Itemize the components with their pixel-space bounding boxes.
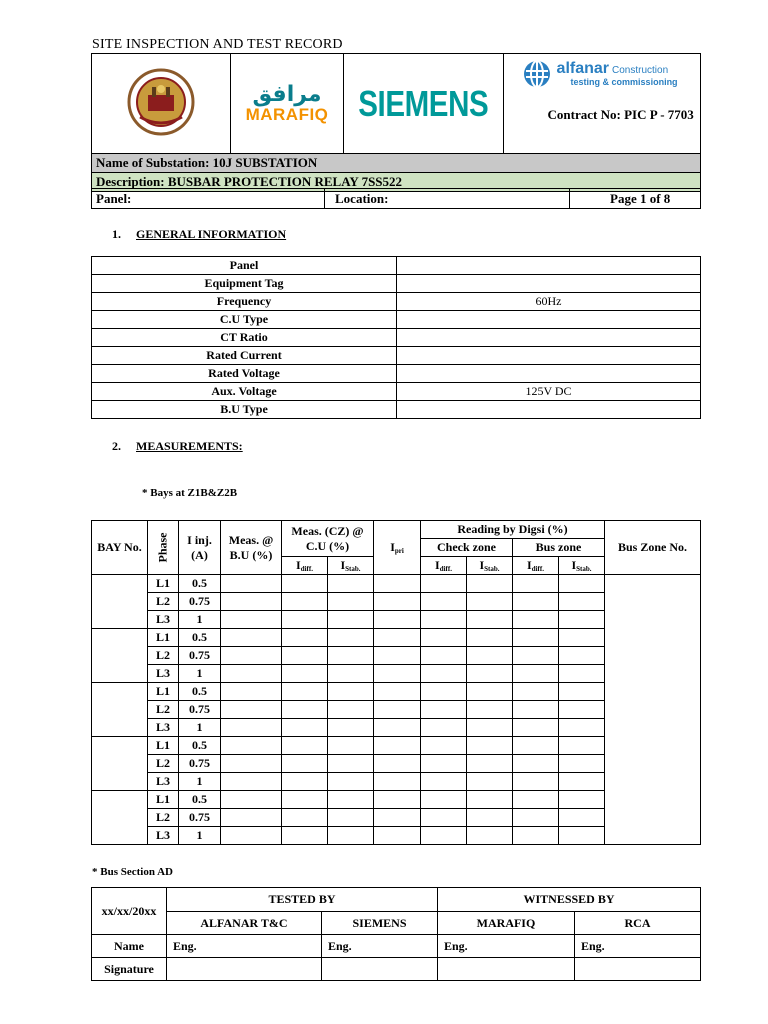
general-info-row	[92, 311, 701, 329]
reading-cell[interactable]	[328, 665, 374, 683]
reading-cell[interactable]	[559, 719, 605, 737]
org-header: MARAFIQ	[438, 912, 575, 935]
general-info-row	[92, 383, 701, 401]
marafiq-arabic-text: مرافق	[252, 82, 322, 107]
reading-cell[interactable]	[221, 737, 282, 755]
general-info-value[interactable]: 125V DC	[397, 383, 701, 401]
signature-field[interactable]	[322, 958, 438, 981]
reading-cell[interactable]	[467, 611, 513, 629]
reading-cell[interactable]	[467, 827, 513, 845]
general-info-label: Panel	[92, 257, 397, 275]
reading-cell[interactable]	[559, 737, 605, 755]
section-measurements-heading: 2. MEASUREMENTS:	[112, 439, 243, 453]
reading-cell[interactable]	[221, 665, 282, 683]
phase-cell: L1	[148, 737, 179, 755]
reading-cell[interactable]	[421, 773, 467, 791]
alfanar-contract-cell	[503, 54, 700, 154]
reading-cell[interactable]	[559, 755, 605, 773]
reading-cell[interactable]	[513, 611, 559, 629]
istab-header: $I_{Stab.}$	[328, 557, 374, 575]
alfanar-globe-icon	[522, 59, 552, 89]
reading-cell[interactable]	[559, 827, 605, 845]
bay-number-cell[interactable]	[92, 791, 148, 845]
phase-header: Phase	[148, 521, 179, 575]
reading-cell[interactable]	[282, 683, 328, 701]
reading-cell[interactable]	[282, 647, 328, 665]
current-cell: 0.5	[179, 629, 221, 647]
ipri-header: $I_{pri}$	[374, 521, 421, 575]
reading-cell[interactable]	[282, 719, 328, 737]
reading-cell[interactable]	[328, 737, 374, 755]
reading-cell[interactable]	[328, 791, 374, 809]
alfanar-brand: alfanar	[556, 59, 610, 77]
general-info-row	[92, 275, 701, 293]
signature-field[interactable]	[438, 958, 575, 981]
reading-cell[interactable]	[421, 791, 467, 809]
phase-cell: L3	[148, 665, 179, 683]
reading-cell[interactable]	[513, 647, 559, 665]
alfanar-logo	[504, 54, 700, 89]
current-cell: 0.75	[179, 809, 221, 827]
reading-cell[interactable]	[328, 701, 374, 719]
alfanar-division: Construction	[612, 64, 669, 76]
measurement-row	[92, 575, 701, 593]
reading-cell[interactable]	[559, 629, 605, 647]
reading-cell[interactable]	[282, 737, 328, 755]
reading-cell[interactable]	[221, 809, 282, 827]
reading-cell[interactable]	[374, 701, 421, 719]
reading-cell[interactable]	[467, 683, 513, 701]
general-info-value[interactable]	[397, 401, 701, 419]
reading-cell[interactable]	[282, 575, 328, 593]
idiff-header: $I_{diff.}$	[421, 557, 467, 575]
phase-cell: L1	[148, 683, 179, 701]
reading-cell[interactable]	[559, 701, 605, 719]
reading-cell[interactable]	[328, 773, 374, 791]
istab-header: $I_{Stab.}$	[467, 557, 513, 575]
meas-bu-header: Meas. @ B.U (%)	[221, 521, 282, 575]
reading-cell[interactable]	[374, 773, 421, 791]
tested-by-header: TESTED BY	[167, 888, 438, 912]
istab-header: $I_{Stab.}$	[559, 557, 605, 575]
substation-name: Name of Substation: 10J SUBSTATION	[92, 154, 701, 173]
reading-cell[interactable]	[328, 755, 374, 773]
header-table	[91, 53, 701, 192]
current-cell: 1	[179, 611, 221, 629]
general-info-value[interactable]	[397, 257, 701, 275]
general-info-value[interactable]: 60Hz	[397, 293, 701, 311]
panel-location-table	[91, 188, 701, 209]
general-info-label: Equipment Tag	[92, 275, 397, 293]
reading-cell[interactable]	[513, 719, 559, 737]
reading-cell[interactable]	[467, 773, 513, 791]
reading-cell[interactable]	[513, 737, 559, 755]
current-cell: 0.75	[179, 755, 221, 773]
reading-cell[interactable]	[513, 827, 559, 845]
reading-cell[interactable]	[559, 773, 605, 791]
general-info-table	[91, 256, 701, 419]
reading-cell[interactable]	[421, 575, 467, 593]
reading-cell[interactable]	[467, 719, 513, 737]
section-general-heading: 1. GENERAL INFORMATION	[112, 227, 287, 241]
bay-no-header: BAY No.	[92, 521, 148, 575]
reading-cell[interactable]	[467, 629, 513, 647]
panel-field: Panel:	[92, 189, 325, 209]
reading-cell[interactable]	[421, 701, 467, 719]
reading-cell[interactable]	[421, 593, 467, 611]
reading-cell[interactable]	[328, 611, 374, 629]
reading-cell[interactable]	[282, 755, 328, 773]
reading-cell[interactable]	[328, 647, 374, 665]
reading-cell[interactable]	[328, 575, 374, 593]
bus-zone-no-header: Bus Zone No.	[605, 521, 701, 575]
bus-section-label: * Bus Section AD	[92, 866, 173, 878]
bay-number-cell[interactable]	[92, 737, 148, 791]
reading-cell[interactable]	[221, 755, 282, 773]
description: Description: BUSBAR PROTECTION RELAY 7SS522	[92, 173, 701, 192]
reading-cell[interactable]	[513, 665, 559, 683]
reading-cell[interactable]	[221, 593, 282, 611]
general-info-label: Aux. Voltage	[92, 383, 397, 401]
signoff-table	[91, 887, 701, 981]
phase-cell: L2	[148, 647, 179, 665]
signature-field[interactable]	[167, 958, 322, 981]
reading-cell[interactable]	[374, 827, 421, 845]
general-info-row	[92, 257, 701, 275]
org-header: SIEMENS	[322, 912, 438, 935]
reading-cell[interactable]	[467, 809, 513, 827]
general-info-row	[92, 347, 701, 365]
reading-cell[interactable]	[513, 791, 559, 809]
reading-cell[interactable]	[559, 647, 605, 665]
document-title: SITE INSPECTION AND TEST RECORD	[92, 37, 343, 52]
reading-cell[interactable]	[221, 611, 282, 629]
general-info-row	[92, 293, 701, 311]
phase-cell: L3	[148, 773, 179, 791]
reading-cell[interactable]	[421, 611, 467, 629]
bay-number-cell[interactable]	[92, 575, 148, 629]
reading-cell[interactable]	[513, 773, 559, 791]
reading-cell[interactable]	[328, 827, 374, 845]
reading-cell[interactable]	[513, 809, 559, 827]
bus-zone-header: Bus zone	[513, 539, 605, 557]
current-cell: 1	[179, 719, 221, 737]
check-zone-header: Check zone	[421, 539, 513, 557]
reading-cell[interactable]	[374, 791, 421, 809]
reading-cell[interactable]	[467, 701, 513, 719]
reading-cell[interactable]	[221, 773, 282, 791]
reading-cell[interactable]	[421, 665, 467, 683]
reading-cell[interactable]	[513, 593, 559, 611]
reading-cell[interactable]	[421, 737, 467, 755]
reading-digsi-header: Reading by Digsi (%)	[421, 521, 605, 539]
general-info-row	[92, 401, 701, 419]
current-cell: 1	[179, 665, 221, 683]
reading-cell[interactable]	[221, 701, 282, 719]
reading-cell[interactable]	[467, 791, 513, 809]
reading-cell[interactable]	[374, 737, 421, 755]
reading-cell[interactable]	[374, 575, 421, 593]
general-info-label: C.U Type	[92, 311, 397, 329]
phase-cell: L3	[148, 719, 179, 737]
engineer-name-field[interactable]: Eng.	[322, 935, 438, 958]
saudi-seal-logo	[126, 67, 196, 137]
engineer-name-field[interactable]: Eng.	[167, 935, 322, 958]
reading-cell[interactable]	[421, 809, 467, 827]
phase-cell: L2	[148, 593, 179, 611]
idiff-header: $I_{diff.}$	[513, 557, 559, 575]
engineer-name-field[interactable]: Eng.	[575, 935, 701, 958]
reading-cell[interactable]	[421, 647, 467, 665]
reading-cell[interactable]	[328, 719, 374, 737]
general-info-label: Rated Voltage	[92, 365, 397, 383]
phase-cell: L3	[148, 827, 179, 845]
reading-cell[interactable]	[421, 719, 467, 737]
current-cell: 0.75	[179, 593, 221, 611]
org-header: ALFANAR T&C	[167, 912, 322, 935]
reading-cell[interactable]	[559, 575, 605, 593]
general-info-value[interactable]	[397, 275, 701, 293]
general-info-row	[92, 365, 701, 383]
reading-cell[interactable]	[467, 593, 513, 611]
reading-cell[interactable]	[221, 683, 282, 701]
general-info-value[interactable]	[397, 365, 701, 383]
reading-cell[interactable]	[282, 773, 328, 791]
reading-cell[interactable]	[467, 647, 513, 665]
reading-cell[interactable]	[282, 665, 328, 683]
reading-cell[interactable]	[559, 611, 605, 629]
reading-cell[interactable]	[513, 755, 559, 773]
reading-cell[interactable]	[467, 575, 513, 593]
current-cell: 0.5	[179, 791, 221, 809]
phase-cell: L2	[148, 809, 179, 827]
date-cell: xx/xx/20xx	[92, 888, 167, 935]
reading-cell[interactable]	[559, 809, 605, 827]
contract-number: Contract No: PIC P - 7703	[547, 107, 694, 122]
reading-cell[interactable]	[559, 791, 605, 809]
general-info-row	[92, 329, 701, 347]
current-cell: 0.75	[179, 701, 221, 719]
reading-cell[interactable]	[221, 575, 282, 593]
reading-cell[interactable]	[221, 647, 282, 665]
general-info-label: Rated Current	[92, 347, 397, 365]
general-info-value[interactable]	[397, 311, 701, 329]
engineer-name-field[interactable]: Eng.	[438, 935, 575, 958]
phase-cell: L2	[148, 755, 179, 773]
reading-cell[interactable]	[282, 611, 328, 629]
idiff-header: $I_{diff.}$	[282, 557, 328, 575]
meas-cz-header: Meas. (CZ) @ C.U (%)	[282, 521, 374, 557]
reading-cell[interactable]	[328, 683, 374, 701]
reading-cell[interactable]	[328, 593, 374, 611]
reading-cell[interactable]	[221, 827, 282, 845]
current-cell: 0.5	[179, 683, 221, 701]
reading-cell[interactable]	[559, 665, 605, 683]
phase-cell: L1	[148, 575, 179, 593]
current-cell: 0.5	[179, 737, 221, 755]
phase-cell: L1	[148, 791, 179, 809]
reading-cell[interactable]	[421, 683, 467, 701]
reading-cell[interactable]	[374, 593, 421, 611]
reading-cell[interactable]	[513, 629, 559, 647]
reading-cell[interactable]	[221, 791, 282, 809]
reading-cell[interactable]	[374, 665, 421, 683]
reading-cell[interactable]	[374, 629, 421, 647]
reading-cell[interactable]	[467, 665, 513, 683]
reading-cell[interactable]	[282, 827, 328, 845]
reading-cell[interactable]	[282, 629, 328, 647]
reading-cell[interactable]	[221, 629, 282, 647]
bus-zone-no-cell[interactable]	[605, 575, 701, 845]
current-cell: 1	[179, 773, 221, 791]
general-info-value[interactable]	[397, 347, 701, 365]
reading-cell[interactable]	[374, 647, 421, 665]
signature-label: Signature	[92, 958, 167, 981]
current-cell: 0.5	[179, 575, 221, 593]
witnessed-by-header: WITNESSED BY	[438, 888, 701, 912]
reading-cell[interactable]	[559, 593, 605, 611]
bay-number-cell[interactable]	[92, 683, 148, 737]
signature-field[interactable]	[575, 958, 701, 981]
reading-cell[interactable]	[221, 719, 282, 737]
reading-cell[interactable]	[513, 575, 559, 593]
siemens-logo-cell	[344, 54, 504, 154]
phase-cell: L3	[148, 611, 179, 629]
reading-cell[interactable]	[282, 701, 328, 719]
general-info-label: Frequency	[92, 293, 397, 311]
phase-cell: L1	[148, 629, 179, 647]
reading-cell[interactable]	[421, 827, 467, 845]
measurements-table	[91, 520, 701, 845]
general-info-label: CT Ratio	[92, 329, 397, 347]
reading-cell[interactable]	[513, 701, 559, 719]
marafiq-logo	[231, 84, 343, 123]
siemens-logo: SIEMENS	[358, 82, 489, 124]
current-cell: 0.75	[179, 647, 221, 665]
phase-cell: L2	[148, 701, 179, 719]
location-field: Location:	[325, 189, 570, 209]
bays-subtitle: * Bays at Z1B&Z2B	[142, 487, 238, 499]
general-info-value[interactable]	[397, 329, 701, 347]
bay-number-cell[interactable]	[92, 629, 148, 683]
reading-cell[interactable]	[559, 683, 605, 701]
current-cell: 1	[179, 827, 221, 845]
reading-cell[interactable]	[282, 593, 328, 611]
page-number: Page 1 of 8	[570, 189, 701, 209]
org-header: RCA	[575, 912, 701, 935]
reading-cell[interactable]	[421, 755, 467, 773]
iinj-header: I inj. (A)	[179, 521, 221, 575]
reading-cell[interactable]	[374, 683, 421, 701]
reading-cell[interactable]	[421, 629, 467, 647]
reading-cell[interactable]	[282, 809, 328, 827]
reading-cell[interactable]	[374, 719, 421, 737]
alfanar-tagline: testing & commissioning	[570, 76, 678, 87]
marafiq-text: MARAFIQ	[245, 105, 329, 124]
reading-cell[interactable]	[374, 611, 421, 629]
reading-cell[interactable]	[328, 629, 374, 647]
reading-cell[interactable]	[374, 809, 421, 827]
reading-cell[interactable]	[328, 809, 374, 827]
reading-cell[interactable]	[513, 683, 559, 701]
reading-cell[interactable]	[467, 737, 513, 755]
reading-cell[interactable]	[467, 755, 513, 773]
reading-cell[interactable]	[282, 791, 328, 809]
saudi-seal-cell	[92, 54, 231, 154]
general-info-label: B.U Type	[92, 401, 397, 419]
name-label: Name	[92, 935, 167, 958]
reading-cell[interactable]	[374, 755, 421, 773]
marafiq-logo-cell	[231, 54, 344, 154]
